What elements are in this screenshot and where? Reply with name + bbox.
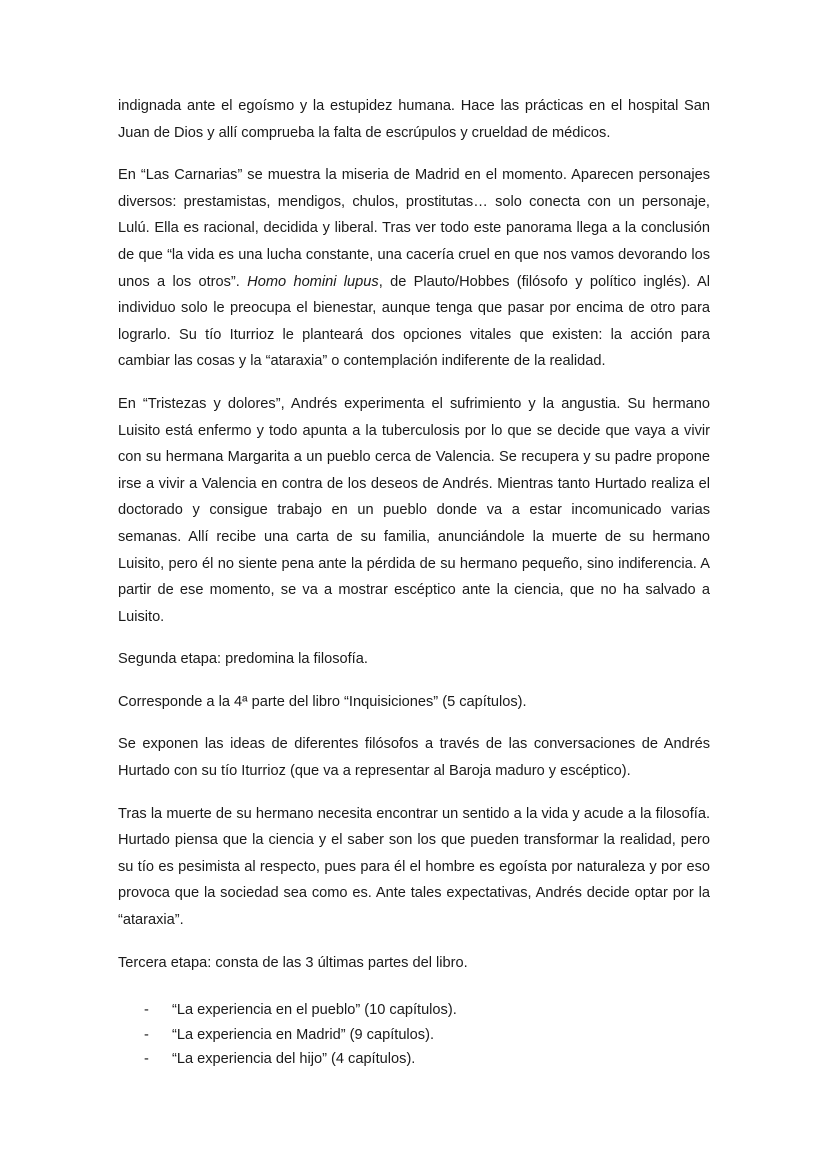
list-item bbox=[118, 998, 710, 1023]
list-item-text: “La experiencia en Madrid” (9 capítulos). bbox=[172, 1026, 435, 1043]
list-item bbox=[118, 1047, 710, 1072]
paragraph-las-carnarias-text-b: , de Plauto/Hobbes (filósofo y político inglés). Al individuo solo le preocupa el bienestar, aunque tenga que pasar por encima de otro para lograrlo. Su tío Iturrioz le planteará dos opciones vitales que existen: la acción para cambiar las cosas y la “ataraxia” o contemplación indiferente de la realidad. bbox=[118, 273, 710, 370]
heading-segunda-etapa: Segunda etapa: predomina la filosofía. bbox=[118, 651, 368, 668]
parts-list bbox=[118, 998, 710, 1072]
heading-tercera-etapa: Tercera etapa: consta de las 3 últimas partes del libro. bbox=[118, 954, 468, 971]
paragraph-las-carnarias bbox=[118, 162, 710, 375]
dash-marker: - bbox=[144, 1026, 149, 1043]
dash-marker: - bbox=[144, 1051, 149, 1068]
paragraph-filosofos: Se exponen las ideas de diferentes filósofos a través de las conversaciones de Andrés Hurtado con su tío Iturrioz (que va a representar al Baroja maduro y escéptico). bbox=[118, 736, 710, 780]
list-item-text: “La experiencia del hijo” (4 capítulos). bbox=[172, 1051, 416, 1068]
paragraph-las-carnarias-text-a: En “Las Carnarias” se muestra la miseria de Madrid en el momento. Aparecen personajes diversos: prestamistas, mendigos, chulos, prostitutas… solo conecta con un personaje, Lulú. Ella es racional, decidida y liberal. Tras ver todo este panorama llega a la conclusión de que “la vida es una lucha constante, una cacería cruel en que nos vamos devorando los unos a los otros”. bbox=[118, 167, 710, 290]
paragraph-hospital: indignada ante el egoísmo y la estupidez humana. Hace las prácticas en el hospital San Juan de Dios y allí comprueba la falta de escrúpulos y crueldad de médicos. bbox=[118, 98, 710, 141]
list-item-text: “La experiencia en el pueblo” (10 capítulos). bbox=[172, 1002, 457, 1019]
document-page bbox=[118, 93, 710, 1072]
latin-phrase: Homo homini lupus bbox=[247, 273, 379, 290]
paragraph-inquisiciones: Corresponde a la 4ª parte del libro “Inquisiciones” (5 capítulos). bbox=[118, 693, 527, 710]
dash-marker: - bbox=[144, 1002, 149, 1019]
paragraph-tristezas-y-dolores: En “Tristezas y dolores”, Andrés experimenta el sufrimiento y la angustia. Su hermano Luisito está enfermo y todo apunta a la tuberculosis por lo que se decide que vaya a vivir con su hermana Margarita a un pueblo cerca de Valencia. Se recupera y su padre propone irse a vivir a Valencia en contra de los deseos de Andrés. Mientras tanto Hurtado realiza el doctorado y consigue trabajo en un pueblo donde va a estar incomunicado varias semanas. Allí recibe una carta de su familia, anunciándole la muerte de su hermano Luisito, pero él no siente pena ante la pérdida de su hermano pequeño, sino indiferencia. A partir de ese momento, se va a mostrar escéptico ante la ciencia, que no ha salvado a Luisito. bbox=[118, 395, 710, 625]
list-item bbox=[118, 1023, 710, 1048]
paragraph-ataraxia: Tras la muerte de su hermano necesita encontrar un sentido a la vida y acude a la filosofía. Hurtado piensa que la ciencia y el saber son los que pueden transformar la realidad, pero su tío es pesimista al respecto, pues para él el hombre es egoísta por naturaleza y por eso provoca que la sociedad sea como es. Ante tales expectativas, Andrés decide optar por la “ataraxia”. bbox=[118, 805, 710, 929]
